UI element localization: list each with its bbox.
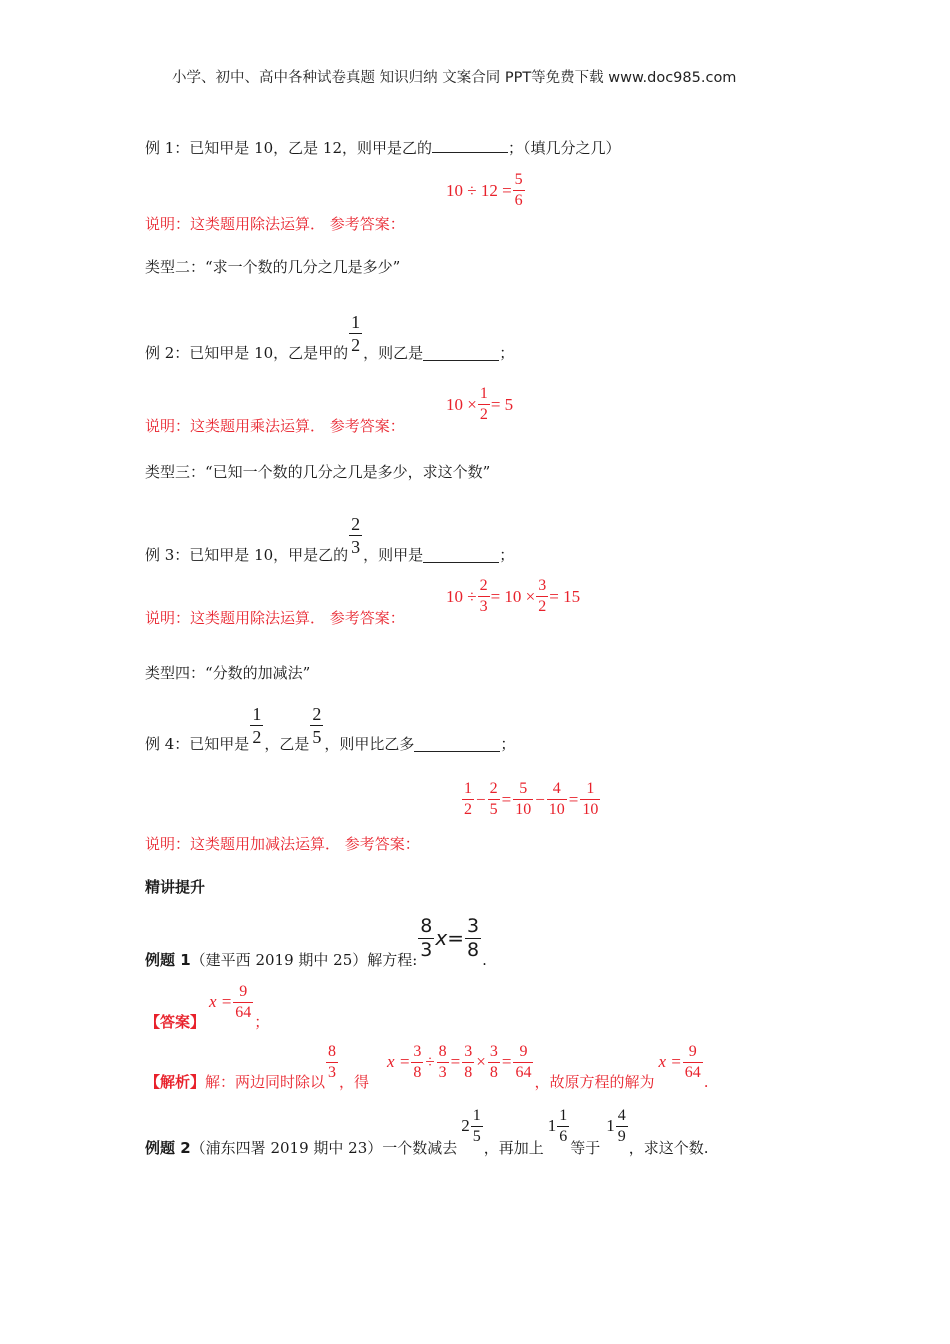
fraction: $\frac{5}{10}$	[515, 780, 532, 818]
fraction: $\frac{2}{5}$	[312, 703, 322, 747]
fraction: $\frac{2}{5}$	[489, 780, 498, 818]
example-4-question: 例 4：已知甲是 $\frac{1}{2}$ ，乙是 $\frac{2}{5}$ ，则甲比乙多 ；	[145, 703, 516, 753]
example-4-note: 说明：这类题用加减法运算． 参考答案：	[145, 835, 420, 853]
question-2: 例题 2 （浦东四署 2019 期中 23）一个数减去 2 $\frac{1}{5}$ ，再加上 1 $\frac{1}{6}$ 等于 1 $\frac{4}{9}$ ，求这个数.	[145, 1106, 709, 1157]
fraction: $\frac{2}{3}$	[479, 577, 488, 615]
example-1-answer: 10 ÷ 12 = $\frac{5}{6}$	[446, 171, 523, 209]
example-1-note: 说明：这类题用除法运算． 参考答案：	[145, 215, 405, 233]
question-1: 例题 1 （建平西 2019 期中 25）解方程: $\frac{8}{3}$ x = $\frac{3}{8}$ .	[145, 914, 487, 969]
example-3-answer: 10 ÷ $\frac{2}{3}$ = 10 × $\frac{3}{2}$ = 15	[446, 577, 581, 615]
fraction: $\frac{1}{2}$	[464, 780, 472, 818]
fraction: $\frac{5}{6}$	[514, 171, 523, 209]
fraction: $\frac{3}{2}$	[538, 577, 547, 615]
equation: $\frac{8}{3}$ x = $\frac{3}{8}$	[420, 914, 480, 961]
mixed-number: 1 $\frac{1}{6}$	[547, 1106, 568, 1145]
question-1-answer: 【答案】 x = $\frac{9}{64}$ ；	[145, 982, 270, 1031]
mixed-number: 2 $\frac{1}{5}$	[461, 1106, 481, 1145]
fraction: $\frac{4}{10}$	[548, 780, 565, 818]
answer-blank	[423, 346, 499, 361]
page-header: 小学、初中、高中各种试卷真题 知识归纳 文案合同 PPT等免费下载 www.doc985.com	[172, 70, 737, 86]
calculation: x = $\frac{3}{8}$ ÷ $\frac{8}{3}$ = $\frac{3}{8}$ × $\frac{3}{8}$ = $\frac{9}{64}$	[387, 1042, 532, 1081]
example-2-question: 例 2：已知甲是 10，乙是甲的 $\frac{1}{2}$ ，则乙是 ；	[145, 311, 515, 362]
answer-blank	[432, 138, 508, 153]
type-4-heading: 类型四：“分数的加减法”	[145, 664, 311, 682]
type-3-heading: 类型三：“已知一个数的几分之几是多少，求这个数”	[145, 463, 491, 481]
example-3-question: 例 3：已知甲是 10，甲是乙的 $\frac{2}{3}$ ，则甲是 ；	[145, 513, 515, 564]
type-2-heading: 类型二：“求一个数的几分之几是多少”	[145, 258, 401, 276]
example-2-note: 说明：这类题用乘法运算． 参考答案：	[145, 417, 405, 435]
fraction: $\frac{1}{2}$	[351, 311, 361, 355]
example-1-tail: ；（填几分之几）	[508, 139, 621, 157]
answer-blank	[414, 737, 500, 752]
answer-blank	[423, 548, 499, 563]
example-1-text: 例 1：已知甲是 10，乙是 12，则甲是乙的	[145, 139, 433, 157]
example-1-question	[145, 138, 621, 158]
fraction: $\frac{1}{2}$	[479, 385, 488, 423]
section-title: 精讲提升	[145, 878, 206, 896]
fraction: $\frac{2}{3}$	[351, 513, 361, 557]
fraction: $\frac{1}{10}$	[582, 780, 599, 818]
question-1-analysis: 【解析】 解：两边同时除以 $\frac{8}{3}$ ，得 x = $\frac{3}{8}$ ÷ $\frac{8}{3}$ = $\frac{3}{8}$ × $\frac{3}{8}$ = $\frac{9}{64}$ ，故原方程的解为 x = $\frac{9}{64}$ .	[145, 1042, 709, 1091]
fraction: $\frac{1}{2}$	[252, 703, 262, 747]
example-3-note: 说明：这类题用除法运算． 参考答案：	[145, 609, 405, 627]
example-4-answer: $\frac{1}{2}$ − $\frac{2}{5}$ = $\frac{5}{10}$ − $\frac{4}{10}$ = $\frac{1}{10}$	[464, 780, 599, 818]
mixed-number: 1 $\frac{4}{9}$	[606, 1106, 626, 1145]
example-2-answer: 10 × $\frac{1}{2}$ = 5	[446, 385, 514, 423]
